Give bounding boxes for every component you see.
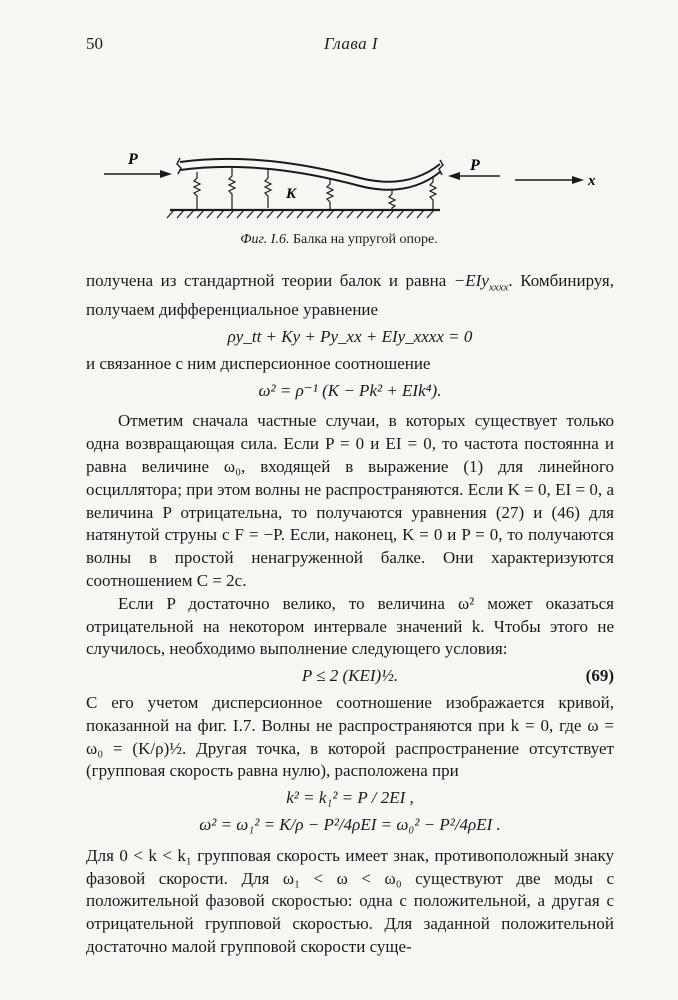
- paragraph-1: [86, 270, 614, 322]
- page-number: 50: [86, 34, 103, 53]
- beam-figure: [100, 118, 620, 230]
- axis-label: x: [588, 173, 596, 189]
- beam: [180, 159, 440, 182]
- paragraph-3: Отметим сначала частные случаи, в которых существует только одна возвращающая сила. Если P = 0 и EI = 0, то частота постоянна и равна величине ω₀, входящей в выражение (1) для линейного осциллятора; при этом волны не распространяются. Если K = 0, EI = 0, а величина P отрицательна, то получаются уравнения (27) и (46) для натянутой струны с F = −P. Если, наконец, K = 0 и P = 0, то получаются волны в простой ненагруженной балке. Они характеризуются соотношением C = 2c.: [86, 411, 614, 590]
- paragraph-1-text: получена из стандартной теории балок и равна: [86, 271, 454, 290]
- equation-1: ρy_tt + Ky + Py_xx + EIy_xxxx = 0: [227, 326, 473, 346]
- chapter-title: Глава I: [324, 34, 379, 53]
- beam-left-end: [177, 158, 181, 174]
- equation-omega1: ω² = ω₁² = K/ρ − P²/4ρEI = ω₀² − P²/4ρEI .: [199, 814, 501, 834]
- body-text: [86, 270, 614, 959]
- equation-2: ω² = ρ⁻¹ (K − Pk² + EIk⁴).: [258, 380, 442, 400]
- equation-69-number: (69): [585, 666, 614, 686]
- caption-text: Балка на упругой опоре.: [292, 232, 438, 247]
- paragraph-2: и связанное с ним дисперсионное соотношение: [86, 353, 431, 373]
- expr-eiy-subscript: xxxx: [488, 281, 509, 294]
- paragraph-5: С его учетом дисперсионное соотношение изображается кривой, показанной на фиг. I.7. Волны не распространяются при k = 0, где ω = ω₀ = (K/ρ)½. Другая точка, в которой распространение отсутствует (групповая скорость равна нулю), расположена при: [86, 692, 614, 781]
- spring-label: K: [286, 186, 297, 202]
- paragraph-6: Для 0 < k < k₁ групповая скорость имеет знак, противоположный знаку фазовой скорости. Для ω₁ < ω < ω₀ существуют две моды с положительной фазовой скоростью: одна с положительной, а другая с отрицательной групповой скоростью. Для заданной положительной достаточно малой групповой скорости суще-: [86, 845, 614, 956]
- ground-hatching: [167, 210, 434, 218]
- right-force-label: P: [470, 157, 480, 174]
- caption-label: Фиг. I.6.: [240, 232, 290, 247]
- expr-eiy: −EIy: [453, 271, 489, 290]
- equation-69: [86, 665, 614, 688]
- equation-k1: k² = k₁² = P / 2EI ,: [286, 788, 414, 808]
- equation-69-body: P ≤ 2 (KEI)½.: [301, 666, 399, 686]
- left-force-label: P: [128, 151, 138, 168]
- paragraph-1-tail: . Комбинируя, получаем дифференциальное уравнение: [86, 271, 614, 320]
- figure-caption: [0, 232, 678, 248]
- page-header: [86, 34, 618, 54]
- paragraph-4: Если P достаточно велико, то величина ω² может оказаться отрицательной на некотором интервале значений k. Чтобы этого не случилось, необходимо выполнение следующего условия:: [86, 593, 614, 659]
